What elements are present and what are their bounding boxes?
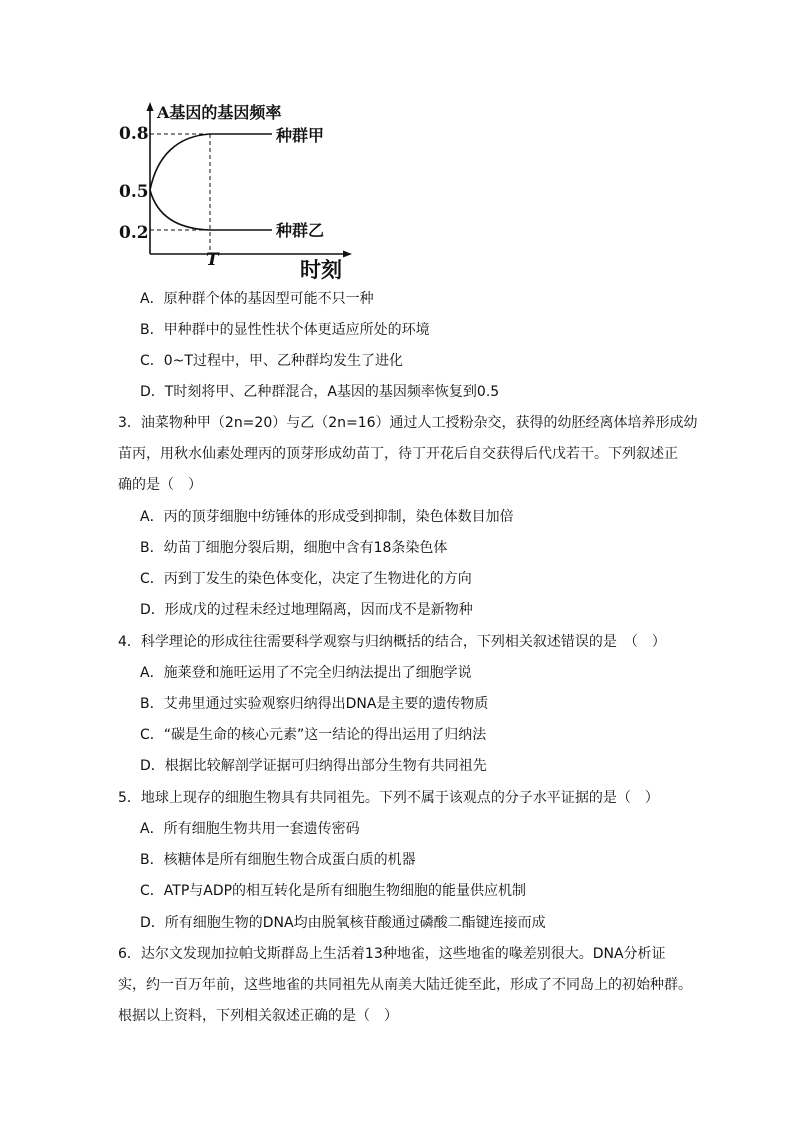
- q5-option-d: D．所有细胞生物的DNA均由脱氧核苷酸通过磷酸二酯键连接而成: [140, 915, 546, 931]
- q6-stem-line: 根据以上资料，下列相关叙述正确的是（ ）: [118, 1008, 398, 1024]
- y-tick-label: 0.8: [119, 124, 149, 144]
- q3-stem-line: 确的是（ ）: [118, 477, 202, 493]
- y-axis-arrow: [147, 102, 154, 111]
- q3-stem-line: 3．油菜物种甲（2n=20）与乙（2n=16）通过人工授粉杂交，获得的幼胚经离体培养形成幼: [118, 415, 698, 431]
- series-label-jia: 种群甲: [276, 126, 325, 145]
- y-axis-label: A基因的基因频率: [157, 103, 282, 122]
- q4-option-a: A．施莱登和施旺运用了不完全归纳法提出了细胞学说: [140, 665, 472, 681]
- q4-option-c: C．“碳是生命的核心元素”这一结论的得出运用了归纳法: [140, 727, 487, 743]
- q3-stem-line: 苗丙，用秋水仙素处理丙的顶芽形成幼苗丁，待丁开花后自交获得后代戊若干。下列叙述正: [118, 446, 678, 462]
- q3-option-a: A．丙的顶芽细胞中纺锤体的形成受到抑制，染色体数目加倍: [140, 509, 514, 525]
- series-line-yi: [150, 190, 272, 230]
- q4-option-b: B．艾弗里通过实验观察归纳得出DNA是主要的遗传物质: [140, 696, 489, 712]
- q5-option-a: A．所有细胞生物共用一套遗传密码: [140, 821, 360, 837]
- q4-stem: 4．科学理论的形成往往需要科学观察与归纳概括的结合，下列相关叙述错误的是 （ ）: [118, 634, 666, 650]
- q2-option-b: B．甲种群中的显性性状个体更适应所处的环境: [140, 322, 430, 338]
- q2-option-c: C．0~T过程中，甲、乙种群均发生了进化: [140, 353, 403, 369]
- q2-option-a: A．原种群个体的基因型可能不只一种: [140, 291, 374, 307]
- q6-stem-line: 6．达尔文发现加拉帕戈斯群岛上生活着13种地雀，这些地雀的喙差别很大。DNA分析证: [118, 946, 666, 962]
- q3-option-d: D．形成戊的过程未经过地理隔离，因而戊不是新物种: [140, 602, 473, 618]
- q5-option-b: B．核糖体是所有细胞生物合成蛋白质的机器: [140, 852, 416, 868]
- series-line-jia: [150, 134, 272, 190]
- x-axis-label: 时刻: [300, 257, 342, 282]
- gene-frequency-chart: [112, 98, 372, 283]
- y-tick-label: 0.5: [119, 182, 149, 202]
- x-tick-label: T: [206, 250, 219, 270]
- q4-option-d: D．根据比较解剖学证据可归纳得出部分生物有共同祖先: [140, 758, 487, 774]
- q2-option-d: D．T时刻将甲、乙种群混合，A基因的基因频率恢复到0.5: [140, 384, 500, 400]
- series-label-yi: 种群乙: [276, 221, 325, 240]
- x-axis-arrow: [343, 251, 352, 258]
- q5-stem: 5．地球上现存的细胞生物具有共同祖先。下列不属于该观点的分子水平证据的是（ ）: [118, 790, 659, 806]
- q6-stem-line: 实，约一百万年前，这些地雀的共同祖先从南美大陆迁徙至此，形成了不同岛上的初始种群。: [118, 977, 692, 993]
- q3-option-b: B．幼苗丁细胞分裂后期，细胞中含有18条染色体: [140, 540, 448, 556]
- q3-option-c: C．丙到丁发生的染色体变化，决定了生物进化的方向: [140, 571, 472, 587]
- y-tick-label: 0.2: [119, 223, 149, 243]
- q5-option-c: C．ATP与ADP的相互转化是所有细胞生物细胞的能量供应机制: [140, 883, 527, 899]
